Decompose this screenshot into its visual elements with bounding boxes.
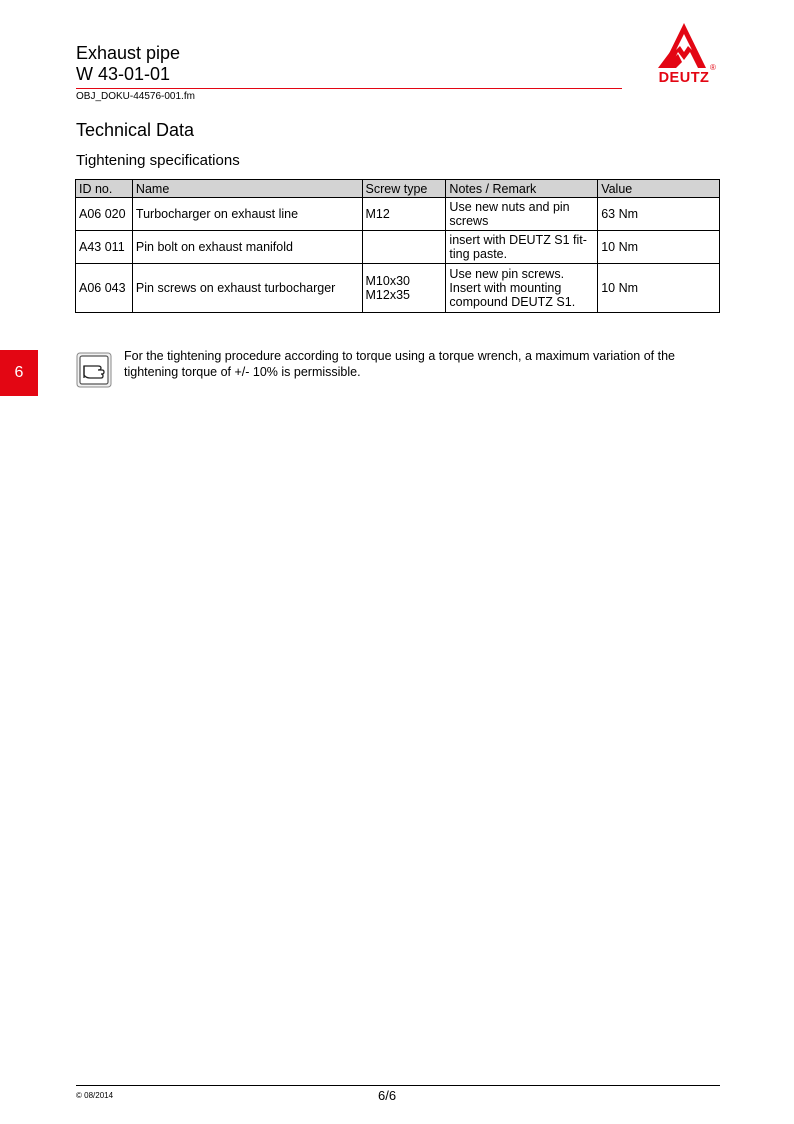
registered-mark: ® [710,63,716,72]
table-row [76,231,720,264]
header-screw-type: Screw type [362,180,446,198]
header-value: Value [598,180,720,198]
tightening-spec-table [75,179,720,313]
cell-id: A43 011 [76,231,133,264]
chapter-tab: 6 [0,350,38,396]
cell-value: 63 Nm [598,198,720,231]
page-number: 6/6 [378,1088,397,1103]
deutz-logo [648,22,722,90]
cell-name: Pin bolt on exhaust manifold [132,231,362,264]
sub-title: Tightening specifications [76,152,240,169]
cell-screw-type [362,231,446,264]
cell-screw-type: M10x30 M12x35 [362,264,446,313]
section-title: Technical Data [76,120,195,140]
header-name: Name [132,180,362,198]
footer-rule [76,1085,720,1086]
note-text: For the tightening procedure according to torque using a torque wrench, a maximum variation of the tightening torque of +/- 10% is permissible. [124,349,676,379]
table-header-row [76,180,720,198]
table-row [76,264,720,313]
header-rule [76,88,622,89]
doc-reference: OBJ_DOKU-44576-001.fm [76,91,195,102]
header-id: ID no. [76,180,133,198]
cell-name: Pin screws on exhaust turbocharger [132,264,362,313]
cell-screw-type: M12 [362,198,446,231]
cell-id: A06 043 [76,264,133,313]
logo-text: DEUTZ [658,70,710,86]
cell-notes: Use new nuts and pin screws [446,198,598,231]
document-title [76,43,180,85]
cell-value: 10 Nm [598,231,720,264]
cell-notes: Use new pin screws. Insert with mounting compound DEUTZ S1. [446,264,598,313]
footer-copyright: © 08/2014 [76,1091,114,1100]
pointing-hand-icon [76,352,112,388]
cell-name: Turbocharger on exhaust line [132,198,362,231]
title-line-1: Exhaust pipe [76,43,181,63]
title-line-2: W 43-01-01 [76,64,171,84]
cell-notes: insert with DEUTZ S1 fit-ting paste. [446,231,598,264]
table-row [76,198,720,231]
cell-id: A06 020 [76,198,133,231]
cell-value: 10 Nm [598,264,720,313]
header-notes: Notes / Remark [446,180,598,198]
